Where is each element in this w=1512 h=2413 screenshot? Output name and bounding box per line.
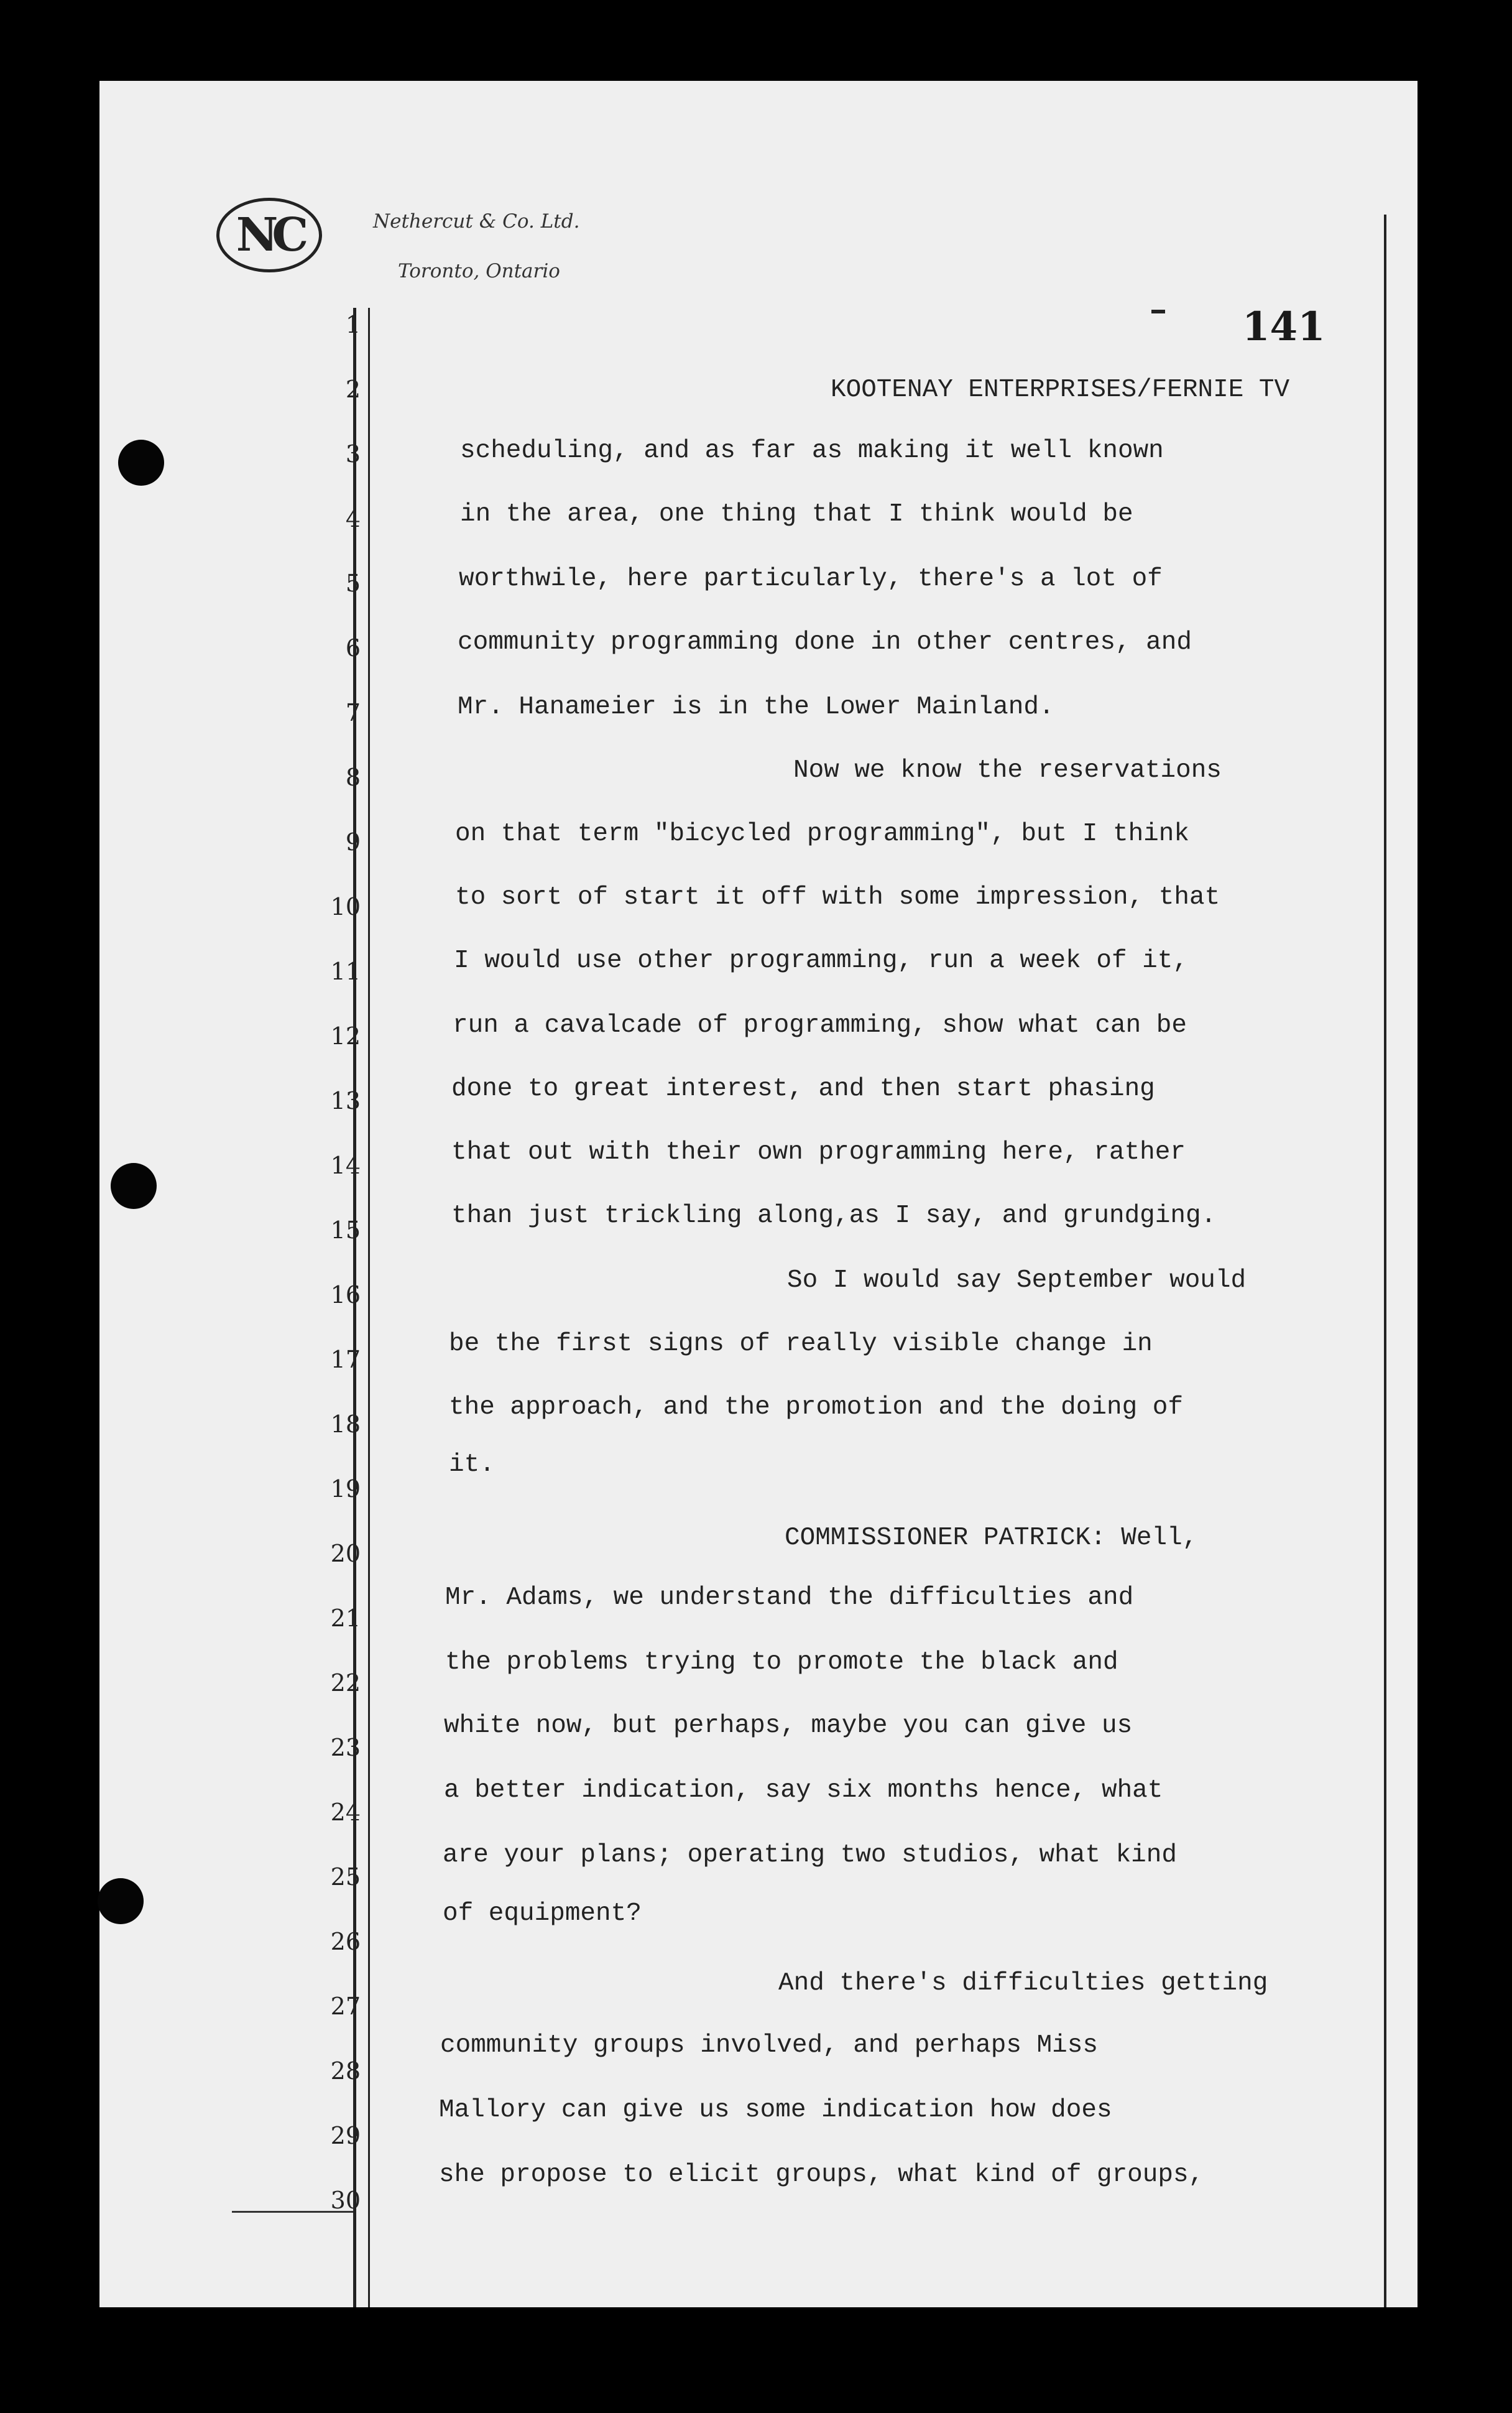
line-number: 21	[330, 1605, 361, 1632]
line-number: 3	[345, 440, 361, 468]
transcript-line: to sort of start it off with some impression, that	[455, 883, 1220, 912]
line-number: 29	[330, 2122, 361, 2149]
transcript-line: community groups involved, and perhaps Miss	[440, 2031, 1098, 2060]
line-number: 24	[330, 1799, 361, 1826]
transcript-line: on that term "bicycled programming", but I think	[455, 820, 1189, 848]
logo-initials: NC	[236, 208, 303, 262]
firm-city: Toronto, Ontario	[398, 260, 560, 282]
transcript-line: it.	[449, 1450, 495, 1479]
transcript-line: white now, but perhaps, maybe you can give us	[444, 1711, 1133, 1740]
transcript-line: of equipment?	[443, 1899, 642, 1928]
transcript-line: Mr. Hanameier is in the Lower Mainland.	[458, 693, 1054, 721]
line-number: 30	[330, 2187, 361, 2214]
line-number: 14	[330, 1152, 361, 1179]
line-number: 11	[330, 958, 361, 985]
transcript-line: the approach, and the promotion and the doing of	[449, 1393, 1183, 1422]
transcript-line: Mr. Adams, we understand the difficulties and	[445, 1583, 1134, 1612]
transcript-line: she propose to elicit groups, what kind of groups,	[439, 2161, 1204, 2189]
line-number: 28	[330, 2057, 361, 2085]
firm-name: Nethercut & Co. Ltd.	[373, 210, 580, 233]
transcript-line: run a cavalcade of programming, show what can be	[453, 1011, 1187, 1040]
line-number: 19	[330, 1475, 361, 1503]
line-number: 2	[345, 376, 361, 403]
line-number: 18	[330, 1410, 361, 1438]
logo-oval	[216, 198, 322, 272]
line-number: 25	[330, 1863, 361, 1891]
transcript-line: in the area, one thing that I think would be	[460, 500, 1133, 529]
line-number: 22	[330, 1669, 361, 1697]
transcript-line: worthwile, here particularly, there's a lot of	[459, 565, 1163, 593]
line-number: 27	[330, 1993, 361, 2020]
line-number: 6	[345, 634, 361, 662]
transcript-line: be the first signs of really visible change in	[449, 1330, 1153, 1358]
transcript-line: So I would say September would	[787, 1266, 1247, 1295]
transcript-line: that out with their own programming here, rather	[451, 1138, 1186, 1167]
punch-hole	[118, 440, 164, 486]
line-number: 9	[345, 828, 361, 856]
transcript-line: are your plans; operating two studios, what kind	[443, 1841, 1177, 1869]
transcript-line: community programming done in other centres, and	[458, 628, 1192, 657]
line-number: 12	[330, 1022, 361, 1050]
transcript-header: KOOTENAY ENTERPRISES/FERNIE TV	[831, 376, 1290, 404]
line-number: 17	[330, 1346, 361, 1373]
line-number: 7	[345, 699, 361, 726]
line-number: 5	[345, 570, 361, 597]
page-number: 141	[1242, 303, 1325, 350]
transcript-line: done to great interest, and then start phasing	[451, 1075, 1155, 1103]
transcript-line: the problems trying to promote the black and	[445, 1648, 1118, 1677]
line-number: 16	[330, 1281, 361, 1308]
transcript-line: a better indication, say six months hence, what	[444, 1776, 1163, 1805]
transcript-line: And there's difficulties getting	[778, 1969, 1268, 1998]
line-number: 15	[330, 1216, 361, 1244]
line-number: 13	[330, 1087, 361, 1114]
line-number: 8	[345, 764, 361, 791]
transcript-line: Mallory can give us some indication how does	[439, 2096, 1112, 2124]
transcript-line: COMMISSIONER PATRICK: Well,	[785, 1524, 1198, 1552]
transcript-line: I would use other programming, run a week of it,	[454, 947, 1188, 975]
transcript-line: than just trickling along,as I say, and grundging.	[451, 1202, 1217, 1230]
line-number: 20	[330, 1540, 361, 1567]
transcript-line: Now we know the reservations	[793, 756, 1222, 785]
page-dash	[1151, 310, 1165, 313]
line-number: 10	[330, 893, 361, 920]
transcript-line: scheduling, and as far as making it well known	[460, 437, 1164, 465]
left-margin-rule-inner	[368, 308, 370, 2307]
line-number: 4	[345, 505, 361, 532]
line-number: 1	[345, 311, 361, 338]
punch-hole	[98, 1878, 144, 1924]
punch-hole	[111, 1163, 157, 1209]
line-number: 26	[330, 1928, 361, 1955]
right-margin-rule	[1384, 215, 1386, 2307]
line-number: 23	[330, 1734, 361, 1761]
